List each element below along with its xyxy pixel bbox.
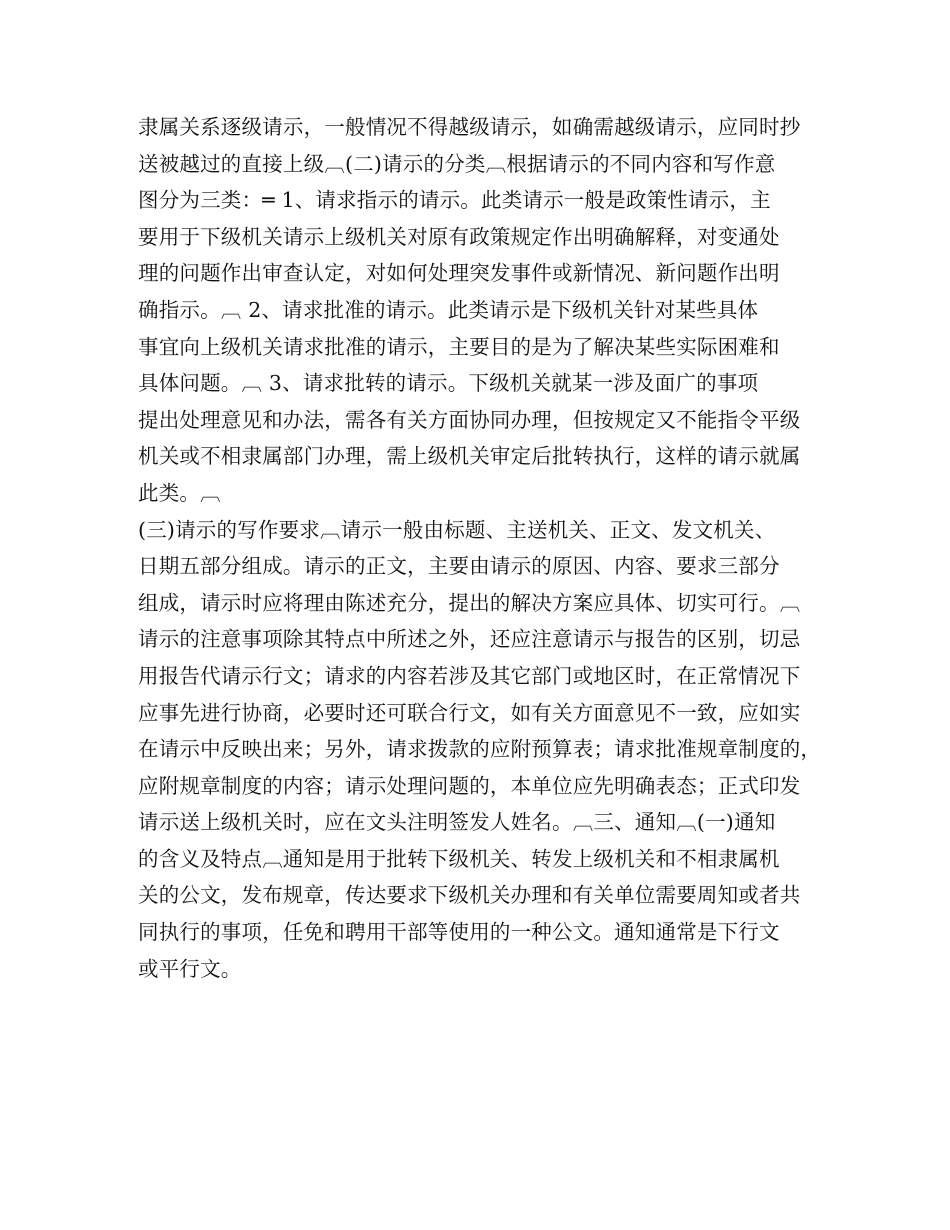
text-line: 日期五部分组成。请示的正文，主要由请示的原因、内容、要求三部分 <box>138 554 780 579</box>
text-line: 组成，请示时应将理由陈述充分，提出的解决方案应具体、切实可行。︹ <box>138 590 801 615</box>
text-line: 用报告代请示行文；请求的内容若涉及其它部门或地区时，在正常情况下 <box>138 663 801 688</box>
text-line: 事宜向上级机关请求批准的请示，主要目的是为了解决某些实际困难和 <box>138 334 780 359</box>
text-line: 的含义及特点︹通知是用于批转下级机关、转发上级机关和不相隶属机 <box>138 846 780 871</box>
text-line: 关的公文，发布规章，传达要求下级机关办理和有关单位需要周知或者共 <box>138 883 801 908</box>
text-line: 或平行文。 <box>138 956 242 981</box>
text-line: 请示送上级机关时，应在文头注明签发人姓名。︹三、通知︹(一)通知 <box>138 810 776 835</box>
text-line: 应事先进行协商，必要时还可联合行文，如有关方面意见不一致，应如实 <box>138 700 801 725</box>
text-line: 送被越过的直接上级︹(二)请示的分类︹根据请示的不同内容和写作意 <box>138 151 776 176</box>
text-line: 在请示中反映出来；另外，请求拨款的应附预算表；请求批准规章制度的， <box>138 737 822 762</box>
text-line: 隶属关系逐级请示，一般情况不得越级请示，如确需越级请示，应同时抄 <box>138 115 801 139</box>
text-line: 请示的注意事项除其特点中所述之外，还应注意请示与报告的区别，切忌 <box>138 627 801 652</box>
text-line: 要用于下级机关请示上级机关对原有政策规定作出明确解释，对变通处 <box>138 224 780 249</box>
text-line: 具体问题。︹ 3、请求批转的请示。下级机关就某一涉及面广的事项 <box>138 371 759 396</box>
text-line: 确指示。︹ 2、请求批准的请示。此类请示是下级机关针对某些具体 <box>138 297 759 322</box>
text-line: 图分为三类：═ 1、请求指示的请示。此类请示一般是政策性请示，主 <box>138 188 771 213</box>
text-line: 机关或不相隶属部门办理，需上级机关审定后批转执行，这样的请示就属 <box>138 444 801 469</box>
text-line: 提出处理意见和办法，需各有关方面协同办理，但按规定又不能指令平级 <box>138 407 801 432</box>
document-body <box>138 109 828 987</box>
text-line: (三)请示的写作要求︹请示一般由标题、主送机关、正文、发文机关、 <box>138 517 776 542</box>
text-line: 理的问题作出审查认定，对如何处理突发事件或新情况、新问题作出明 <box>138 261 780 286</box>
text-line: 同执行的事项，任免和聘用干部等使用的一种公文。通知通常是下行文 <box>138 920 780 945</box>
text-line: 应附规章制度的内容；请示处理问题的，本单位应先明确表态；正式印发 <box>138 773 801 798</box>
text-line: 此类。︹ <box>138 480 221 505</box>
